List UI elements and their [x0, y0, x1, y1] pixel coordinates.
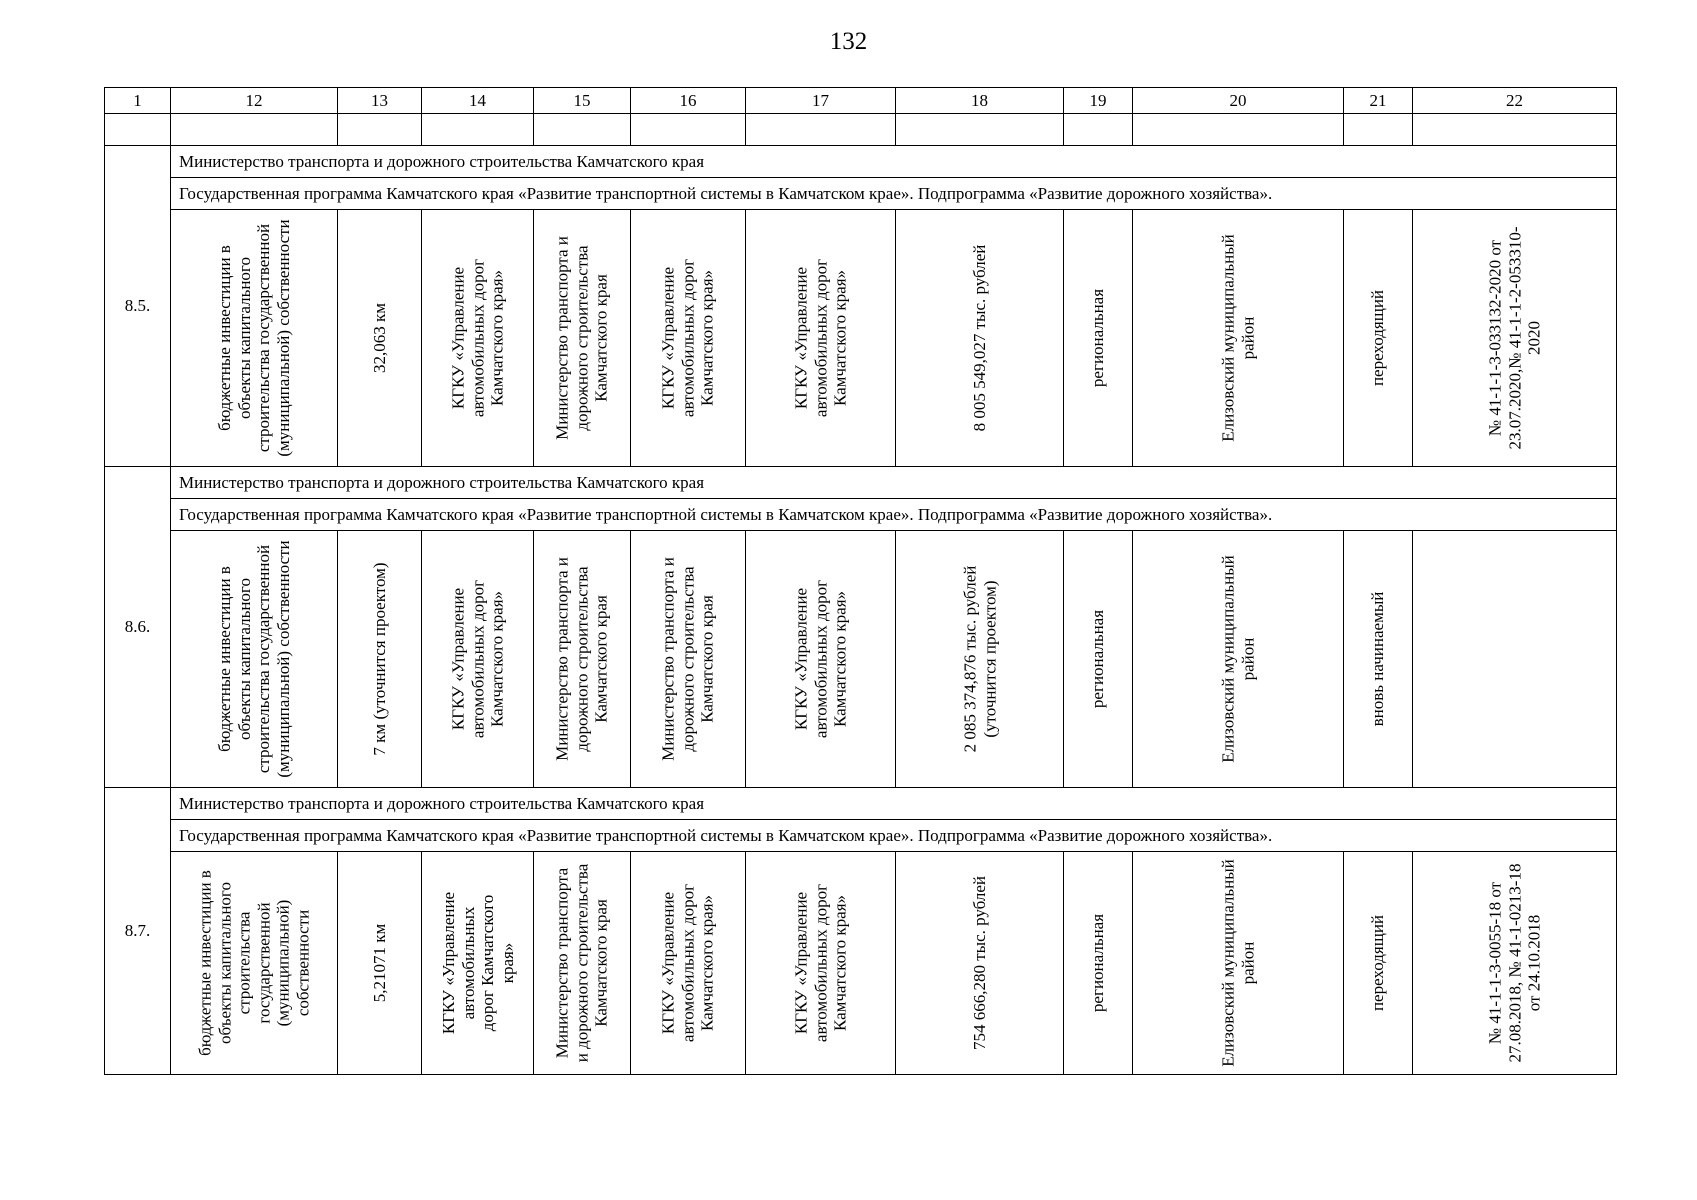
- blank-cell: [631, 114, 746, 146]
- column-number: 14: [422, 88, 534, 114]
- detail-cell: [422, 852, 534, 1075]
- detail-text: 8 005 549,027 тыс. рублей: [969, 244, 989, 432]
- blank-cell: [1064, 114, 1133, 146]
- detail-cell: [1344, 531, 1413, 788]
- detail-cell: [171, 210, 338, 467]
- detail-cell: [896, 210, 1064, 467]
- blank-cell: [1344, 114, 1413, 146]
- column-number: 19: [1064, 88, 1133, 114]
- detail-text: региональная: [1088, 913, 1108, 1013]
- column-number: 18: [896, 88, 1064, 114]
- detail-cell: [422, 210, 534, 467]
- ministry-row: [105, 788, 1617, 820]
- detail-text: переходящий: [1368, 289, 1388, 387]
- column-number: 1: [105, 88, 171, 114]
- detail-cell: [631, 531, 746, 788]
- detail-cell: [1344, 852, 1413, 1075]
- detail-text: региональная: [1088, 288, 1108, 388]
- blank-row: [105, 114, 1617, 146]
- detail-text: КГКУ «Управление автомобильных дорог Камчатского края»: [791, 579, 850, 739]
- detail-text: КГКУ «Управление автомобильных дорог Камчатского края»: [438, 891, 517, 1035]
- column-number: 22: [1413, 88, 1617, 114]
- program-name: Государственная программа Камчатского края «Развитие транспортной системы в Камчатском крае». Подпрограмма «Развитие дорожного хозяйства».: [171, 820, 1617, 852]
- detail-text: КГКУ «Управление автомобильных дорог Камчатского края»: [448, 258, 507, 418]
- detail-cell: [1413, 531, 1617, 788]
- detail-text: КГКУ «Управление автомобильных дорог Камчатского края»: [791, 883, 850, 1043]
- blank-cell: [171, 114, 338, 146]
- detail-text: 2 085 374,876 тыс. рублей (уточнится проектом): [959, 565, 999, 753]
- detail-text: КГКУ «Управление автомобильных дорог Камчатского края»: [791, 258, 850, 418]
- detail-text: Министерство транспорта и дорожного строительства Камчатского края: [552, 863, 611, 1063]
- ministry-name: Министерство транспорта и дорожного строительства Камчатского края: [171, 146, 1617, 178]
- project-details-row: [105, 531, 1617, 788]
- column-number: 12: [171, 88, 338, 114]
- page-number: 132: [829, 28, 868, 55]
- detail-cell: [534, 852, 631, 1075]
- ministry-name: Министерство транспорта и дорожного строительства Камчатского края: [171, 467, 1617, 499]
- detail-cell: [338, 852, 422, 1075]
- detail-cell: [1133, 852, 1344, 1075]
- detail-cell: [631, 852, 746, 1075]
- ministry-name: Министерство транспорта и дорожного строительства Камчатского края: [171, 788, 1617, 820]
- detail-text: Министерство транспорта и дорожного строительства Камчатского края: [552, 236, 611, 440]
- row-number: 8.5.: [105, 146, 171, 467]
- ministry-row: [105, 467, 1617, 499]
- detail-text: 7 км (уточнится проектом): [369, 562, 389, 756]
- blank-cell: [338, 114, 422, 146]
- detail-text: № 41-1-1-3-0055-18 от 27.08.2018, № 41-1-0213-18 от 24.10.2018: [1485, 863, 1544, 1063]
- detail-cell: [422, 531, 534, 788]
- detail-text: региональная: [1088, 609, 1108, 709]
- detail-cell: [1064, 210, 1133, 467]
- project-details-row: [105, 210, 1617, 467]
- detail-text: Елизовский муниципальный район: [1218, 859, 1257, 1067]
- row-number: 8.6.: [105, 467, 171, 788]
- detail-cell: [1344, 210, 1413, 467]
- program-name: Государственная программа Камчатского края «Развитие транспортной системы в Камчатском крае». Подпрограмма «Развитие дорожного хозяйства».: [171, 499, 1617, 531]
- row-number: 8.7.: [105, 788, 171, 1075]
- detail-text: Министерство транспорта и дорожного строительства Камчатского края: [658, 557, 717, 761]
- detail-cell: [171, 852, 338, 1075]
- detail-text: КГКУ «Управление автомобильных дорог Камчатского края»: [658, 258, 717, 418]
- detail-text: КГКУ «Управление автомобильных дорог Камчатского края»: [658, 883, 717, 1043]
- detail-text: бюджетные инвестиции в объекты капитального строительства государственной (муниципальной) собственности: [195, 870, 313, 1056]
- detail-cell: [1413, 210, 1617, 467]
- column-number: 21: [1344, 88, 1413, 114]
- detail-cell: [1064, 531, 1133, 788]
- detail-cell: [631, 210, 746, 467]
- project-table: [104, 87, 1617, 1075]
- ministry-row: [105, 146, 1617, 178]
- column-number: 16: [631, 88, 746, 114]
- detail-text: переходящий: [1368, 914, 1388, 1012]
- program-row: [105, 178, 1617, 210]
- detail-cell: [746, 531, 896, 788]
- detail-cell: [746, 852, 896, 1075]
- program-name: Государственная программа Камчатского края «Развитие транспортной системы в Камчатском крае». Подпрограмма «Развитие дорожного хозяйства».: [171, 178, 1617, 210]
- detail-cell: [1133, 531, 1344, 788]
- blank-cell: [422, 114, 534, 146]
- detail-cell: [746, 210, 896, 467]
- blank-cell: [1413, 114, 1617, 146]
- detail-cell: [1064, 852, 1133, 1075]
- detail-text: Елизовский муниципальный район: [1218, 555, 1257, 763]
- detail-cell: [534, 531, 631, 788]
- detail-cell: [1133, 210, 1344, 467]
- detail-text: вновь начинаемый: [1368, 591, 1388, 727]
- detail-cell: [1413, 852, 1617, 1075]
- column-number: 20: [1133, 88, 1344, 114]
- detail-cell: [338, 531, 422, 788]
- detail-cell: [896, 852, 1064, 1075]
- blank-cell: [1133, 114, 1344, 146]
- detail-cell: [338, 210, 422, 467]
- detail-text: 754 666,280 тыс. рублей: [969, 875, 989, 1051]
- detail-cell: [896, 531, 1064, 788]
- detail-cell: [171, 531, 338, 788]
- program-row: [105, 820, 1617, 852]
- project-details-row: [105, 852, 1617, 1075]
- detail-text: 32,063 км: [369, 302, 389, 374]
- detail-text: 5,21071 км: [369, 923, 389, 1003]
- blank-cell: [896, 114, 1064, 146]
- blank-cell: [534, 114, 631, 146]
- detail-text: Елизовский муниципальный район: [1218, 234, 1257, 442]
- column-number-row: [105, 88, 1617, 114]
- blank-cell: [746, 114, 896, 146]
- detail-text: КГКУ «Управление автомобильных дорог Камчатского края»: [448, 579, 507, 739]
- detail-text: бюджетные инвестиции в объекты капитального строительства государственной (муниципальной) собственности: [214, 219, 293, 457]
- detail-text: № 41-1-1-3-033132-2020 от 23.07.2020,№ 41-1-1-2-053310-2020: [1485, 226, 1544, 450]
- detail-text: бюджетные инвестиции в объекты капитального строительства государственной (муниципальной) собственности: [214, 540, 293, 778]
- detail-text: Министерство транспорта и дорожного строительства Камчатского края: [552, 557, 611, 761]
- column-number: 17: [746, 88, 896, 114]
- column-number: 15: [534, 88, 631, 114]
- detail-cell: [534, 210, 631, 467]
- blank-cell: [105, 114, 171, 146]
- column-number: 13: [338, 88, 422, 114]
- program-row: [105, 499, 1617, 531]
